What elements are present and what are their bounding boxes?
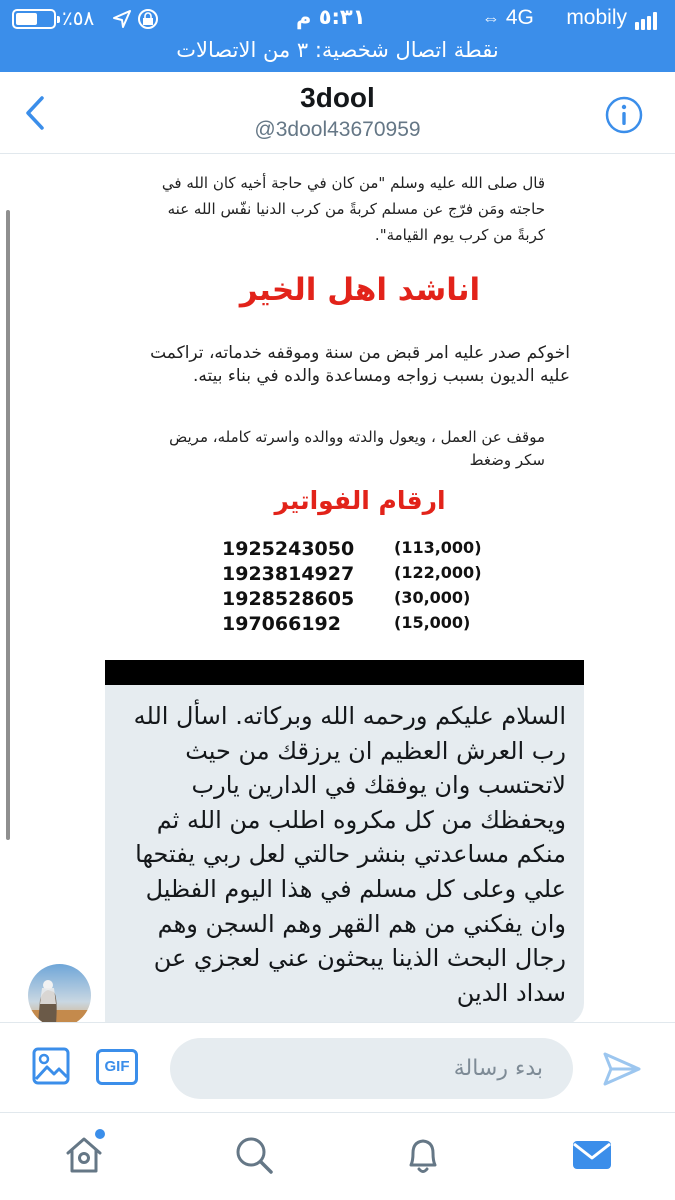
send-icon[interactable] [602, 1051, 642, 1087]
image-body-text-2: موقف عن العمل ، ويعول والدته ووالده واسرته كامله، مريض سكر وضغط [169, 428, 545, 469]
info-icon[interactable] [604, 95, 644, 135]
message-bubble[interactable] [105, 685, 584, 1022]
shared-image[interactable] [145, 154, 575, 654]
carrier-name: mobily [566, 6, 627, 29]
signal-icon [635, 10, 661, 30]
image-bills-title: ارقام الفواتير [274, 486, 446, 515]
message-composer [0, 1022, 675, 1112]
network-label: ⇔ 4G [482, 6, 534, 29]
search-icon[interactable] [232, 1133, 276, 1177]
location-lock-icons [112, 8, 160, 30]
message-input[interactable] [170, 1038, 573, 1099]
image-hadith-text: قال صلى الله عليه وسلم "من كان في حاجة أخيه كان الله في حاجته ومَن فرّج عن مسلم كربةً من كرب الدنيا نفّس الله عنه كربةً من كرب يوم القيامة". [161, 174, 545, 244]
bill-row [222, 538, 482, 563]
bill-row [222, 613, 482, 638]
bill-row [222, 563, 482, 588]
bills-list [222, 538, 482, 638]
home-icon[interactable] [62, 1133, 106, 1177]
bill-amount: (122,000) [394, 563, 482, 582]
message-thread[interactable] [0, 154, 675, 1022]
battery-percent: ٪٥٨ [62, 6, 95, 30]
tab-bar [0, 1112, 675, 1200]
mail-icon[interactable] [570, 1133, 614, 1177]
gif-button[interactable]: GIF [96, 1049, 138, 1085]
clock: ٥:٣١ م [296, 5, 366, 29]
scrollbar[interactable] [6, 210, 10, 840]
battery-icon [12, 9, 56, 29]
message-text: السلام عليكم ورحمه الله وبركاته. اسأل الله رب العرش العظيم ان يرزقك من حيث لاتحتسب وان يوفقك في الدارين يارب ويحفظك من كل مكروه اطلب من الله ثم منكم مساعدتي بنشر حالتي لعل ربي يفتحها علي وعلى كل مسلم في هذا اليوم الفظيل وان يفكني من هم القهر وهم السجن وهم رجال البحث الذينا يبحثون عني لعجزي عن سداد الدين [133, 702, 566, 1007]
avatar[interactable] [28, 964, 91, 1022]
bill-row [222, 588, 482, 613]
bill-amount: (113,000) [394, 538, 482, 557]
image-body-text: اخوكم صدر عليه امر قبض من سنة وموقفه خدماته، تراكمت عليه الديون بسبب زواجه ومساعدة والده في بناء بيته. [150, 343, 570, 386]
image-bottom-bar [105, 660, 584, 685]
bill-number: 1925243050 [222, 538, 355, 560]
conversation-header [0, 72, 675, 154]
status-bar [0, 0, 675, 72]
image-appeal-title: اناشد اهل الخير [239, 272, 481, 308]
bill-amount: (15,000) [394, 613, 471, 632]
conversation-name[interactable]: 3dool [300, 82, 375, 113]
bill-amount: (30,000) [394, 588, 471, 607]
conversation-handle: @3dool43670959 [254, 118, 421, 141]
hotspot-link-icon: ⇔ [482, 8, 500, 28]
bill-number: 1928528605 [222, 588, 355, 610]
hotspot-banner[interactable]: نقطة اتصال شخصية: ٣ من الاتصالات [176, 38, 499, 62]
bill-number: 1923814927 [222, 563, 355, 585]
bell-icon[interactable] [401, 1133, 445, 1177]
image-icon[interactable] [32, 1047, 70, 1085]
bill-number: 197066192 [222, 613, 341, 635]
notification-dot [95, 1129, 105, 1139]
